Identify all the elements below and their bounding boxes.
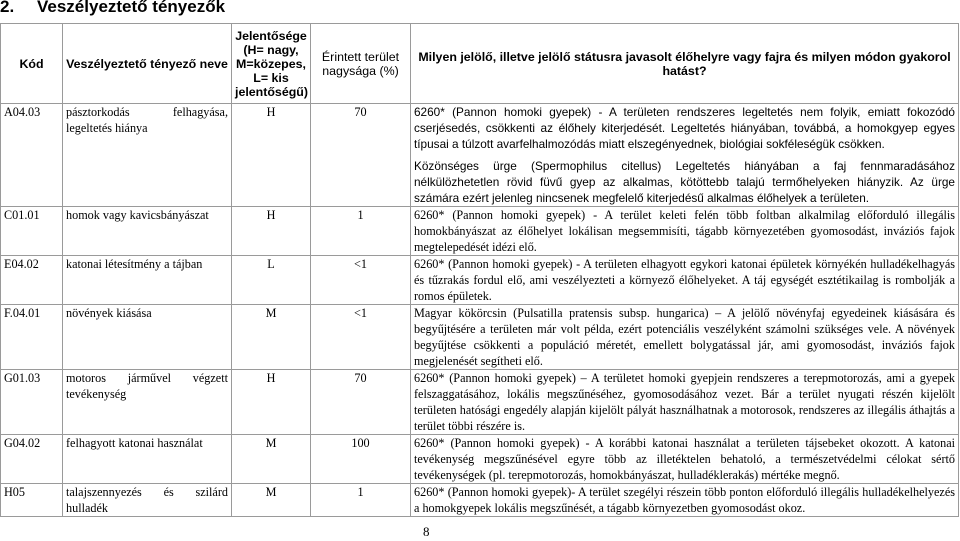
row-code: A04.03: [1, 104, 63, 207]
header-area: Érintett terület nagysága (%): [311, 24, 411, 104]
effect-paragraph: Közönséges ürge (Spermophilus citellus) Legeltetés hiányában a faj fennmaradásához nélkülözhetetlen rövid füvű gyep az alkalmas, kötöttebb talajú termőhelyeken hiányzik. Az ürge számára ezért jelenleg nincsenek megfelelő kiterjedésű alkalmas élőhelyek a területen.: [414, 159, 955, 205]
row-effect: [411, 370, 959, 435]
effect-paragraph: Magyar kökörcsin (Pulsatilla pratensis subsp. hungarica) – A jelölő növényfaj egyedeinek kiásására és begyűjtésére a területen már volt példa, ezért potenciális veszélyként számolni szükséges vele. A növények begyűjtése csökkenti a populáció méretét, emellett bolygatással jár, ami gyomosodást, inváziós fajok megjelenését segítheti elő.: [414, 306, 955, 368]
row-code: F.04.01: [1, 305, 63, 370]
table-row: [1, 104, 959, 207]
table-row: [1, 207, 959, 256]
row-effect: [411, 435, 959, 484]
row-significance: H: [232, 104, 311, 207]
row-significance: M: [232, 484, 311, 517]
row-area: 70: [311, 104, 411, 207]
row-code: E04.02: [1, 256, 63, 305]
table-header-row: [1, 24, 959, 104]
row-significance: M: [232, 435, 311, 484]
row-area: <1: [311, 305, 411, 370]
row-code: G01.03: [1, 370, 63, 435]
row-area: 1: [311, 207, 411, 256]
effect-paragraph: 6260* (Pannon homoki gyepek)- A terület szegélyi részein több ponton előforduló illegális hulladékelhelyezés a homokgyepek lokális megszűnését, a tágabb környezetben gyomosodást okoz.: [414, 485, 955, 515]
row-effect: [411, 305, 959, 370]
row-area: 100: [311, 435, 411, 484]
section-title: Veszélyeztető tényezők: [37, 0, 226, 16]
row-code: G04.02: [1, 435, 63, 484]
row-factor: homok vagy kavicsbányászat: [63, 207, 232, 256]
row-effect: [411, 104, 959, 207]
threats-table: [0, 23, 959, 517]
row-factor: felhagyott katonai használat: [63, 435, 232, 484]
section-number: 2.: [0, 0, 15, 16]
effect-paragraph: 6260* (Pannon homoki gyepek) - A korábbi katonai használat a területen tájsebeket okozott. A katonai tevékenység megszűnésével egyre több az illetéktelen behatoló, a természetvédelmi célokat sértő tevékenységek (pl. terepmotorozás, homokbányászat, hulladéklerakás) mértéke megnő.: [414, 436, 955, 482]
table-row: [1, 305, 959, 370]
effect-paragraph: 6260* (Pannon homoki gyepek) - A területen rendszeres legeltetés nem folyik, emiatt fokozódó cserjésedés, csökkenti az élőhely kiterjedését. Legeltetés hiányában, továbbá, a homokgyep egyes típusai a túlzott avarfelhalmozódás miatt elszegényednek, biológiai sokféleségük csökken.: [414, 105, 955, 151]
row-factor: katonai létesítmény a tájban: [63, 256, 232, 305]
row-significance: L: [232, 256, 311, 305]
effect-paragraph: 6260* (Pannon homoki gyepek) - A terület keleti felén több foltban alkalmilag előforduló illegális homokbányászat az élőhelyet lokálisan megsemmisíti, tágabb környezetében gyomosodást, inváziós fajok megtelepedését idézi elő.: [414, 208, 955, 254]
row-factor: talajszennyezés és szilárd hulladék: [63, 484, 232, 517]
table-row: [1, 484, 959, 517]
row-significance: H: [232, 207, 311, 256]
row-factor: pásztorkodás felhagyása, legeltetés hiánya: [63, 104, 232, 207]
header-significance: Jelentősége (H= nagy, M=közepes, L= kis jelentőségű): [232, 24, 311, 104]
header-effect: Milyen jelölő, illetve jelölő státusra javasolt élőhelyre vagy fajra és milyen módon gyakorol hatást?: [411, 24, 959, 104]
table-row: [1, 256, 959, 305]
row-effect: [411, 207, 959, 256]
row-factor: motoros járművel végzett tevékenység: [63, 370, 232, 435]
row-area: <1: [311, 256, 411, 305]
effect-paragraph: 6260* (Pannon homoki gyepek) - A területen elhagyott egykori katonai épületek környékén hulladékelhagyás és tűzrakás fordul elő, ami veszélyezteti a környező élőhelyeket. A táj egységét esztétikailag is rombolják a romos épületek.: [414, 257, 955, 303]
header-code: Kód: [1, 24, 63, 104]
effect-paragraph: 6260* (Pannon homoki gyepek) – A területet homoki gyepjein rendszeres a terepmotorozás, ami a gyepek felszaggatásához, lokális megszűnéséhez, gyomosodásához vezet. Bár a terület nyugati részén kijelölt területen hatósági engedély alapján kijelölt pályát használhatnak a motorosok, rendszeres az illegális áthajtás a terület többi részére is.: [414, 371, 955, 433]
row-area: 1: [311, 484, 411, 517]
row-area: 70: [311, 370, 411, 435]
row-effect: [411, 484, 959, 517]
row-factor: növények kiásása: [63, 305, 232, 370]
row-significance: H: [232, 370, 311, 435]
row-code: H05: [1, 484, 63, 517]
row-significance: M: [232, 305, 311, 370]
row-code: C01.01: [1, 207, 63, 256]
header-factor: Veszélyeztető tényező neve: [63, 24, 232, 104]
row-effect: [411, 256, 959, 305]
table-row: [1, 370, 959, 435]
table-row: [1, 435, 959, 484]
page-number: 8: [423, 524, 430, 539]
